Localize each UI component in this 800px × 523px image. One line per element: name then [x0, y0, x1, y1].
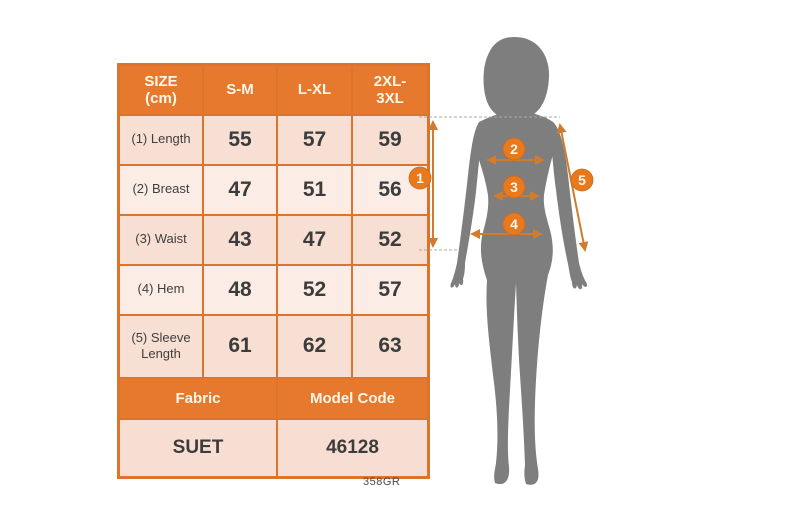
silhouette-left-arm — [450, 122, 483, 288]
marker-2-number: 2 — [510, 141, 518, 157]
row-label-sleeve-length: (5) Sleeve Length — [119, 315, 204, 378]
fabric-value: SUET — [119, 419, 278, 478]
breast-value-lxl: 51 — [277, 165, 352, 215]
marker-3-number: 3 — [510, 179, 518, 195]
header-cell-lxl: L-XL — [277, 65, 352, 115]
fabric-header: Fabric — [119, 378, 278, 419]
hem-value-sm: 48 — [203, 265, 277, 315]
sleeve-value-sm: 61 — [203, 315, 277, 378]
length-value-sm: 55 — [203, 115, 277, 165]
row-label-length: (1) Length — [119, 115, 204, 165]
measurement-marker-4 — [503, 213, 525, 235]
model-silhouette-figure — [405, 25, 625, 495]
header-size-label: SIZE (cm) — [144, 72, 178, 107]
image-footnote-code: 358GR — [363, 476, 401, 488]
row-label-breast: (2) Breast — [119, 165, 204, 215]
row-label-hem: (4) Hem — [119, 265, 204, 315]
sleeve-value-lxl: 62 — [277, 315, 352, 378]
info-values-row — [119, 419, 429, 478]
table-row-length — [119, 115, 429, 165]
header-cell-size-cm — [119, 65, 204, 115]
sleeve-value-2xl: 63 — [352, 315, 429, 378]
table-row-hem — [119, 265, 429, 315]
table-row-breast — [119, 165, 429, 215]
table-row-sleeve-length — [119, 315, 429, 378]
length-value-lxl: 57 — [277, 115, 352, 165]
measurement-marker-1 — [409, 167, 431, 189]
size-chart-table — [117, 63, 430, 479]
marker-1-number: 1 — [416, 170, 424, 186]
table-row-waist — [119, 215, 429, 265]
info-header-row — [119, 378, 429, 419]
model-code-value: 46128 — [277, 419, 429, 478]
marker-4-number: 4 — [510, 216, 518, 232]
measurement-marker-5 — [571, 169, 593, 191]
woman-silhouette — [450, 37, 587, 485]
breast-value-sm: 47 — [203, 165, 277, 215]
breast-value-2xl: 56 — [352, 165, 429, 215]
marker-5-number: 5 — [578, 172, 586, 188]
header-cell-sm: S-M — [203, 65, 277, 115]
model-code-header: Model Code — [277, 378, 429, 419]
waist-value-2xl: 52 — [352, 215, 429, 265]
measurement-marker-3 — [503, 176, 525, 198]
hem-value-2xl: 57 — [352, 265, 429, 315]
measurement-marker-2 — [503, 138, 525, 160]
row-label-waist: (3) Waist — [119, 215, 204, 265]
length-value-2xl: 59 — [352, 115, 429, 165]
waist-value-sm: 43 — [203, 215, 277, 265]
waist-value-lxl: 47 — [277, 215, 352, 265]
hem-value-lxl: 52 — [277, 265, 352, 315]
silhouette-right-arm — [549, 122, 587, 289]
table-header-row — [119, 65, 429, 115]
header-2xl3xl-label: 2XL-3XL — [373, 72, 407, 107]
